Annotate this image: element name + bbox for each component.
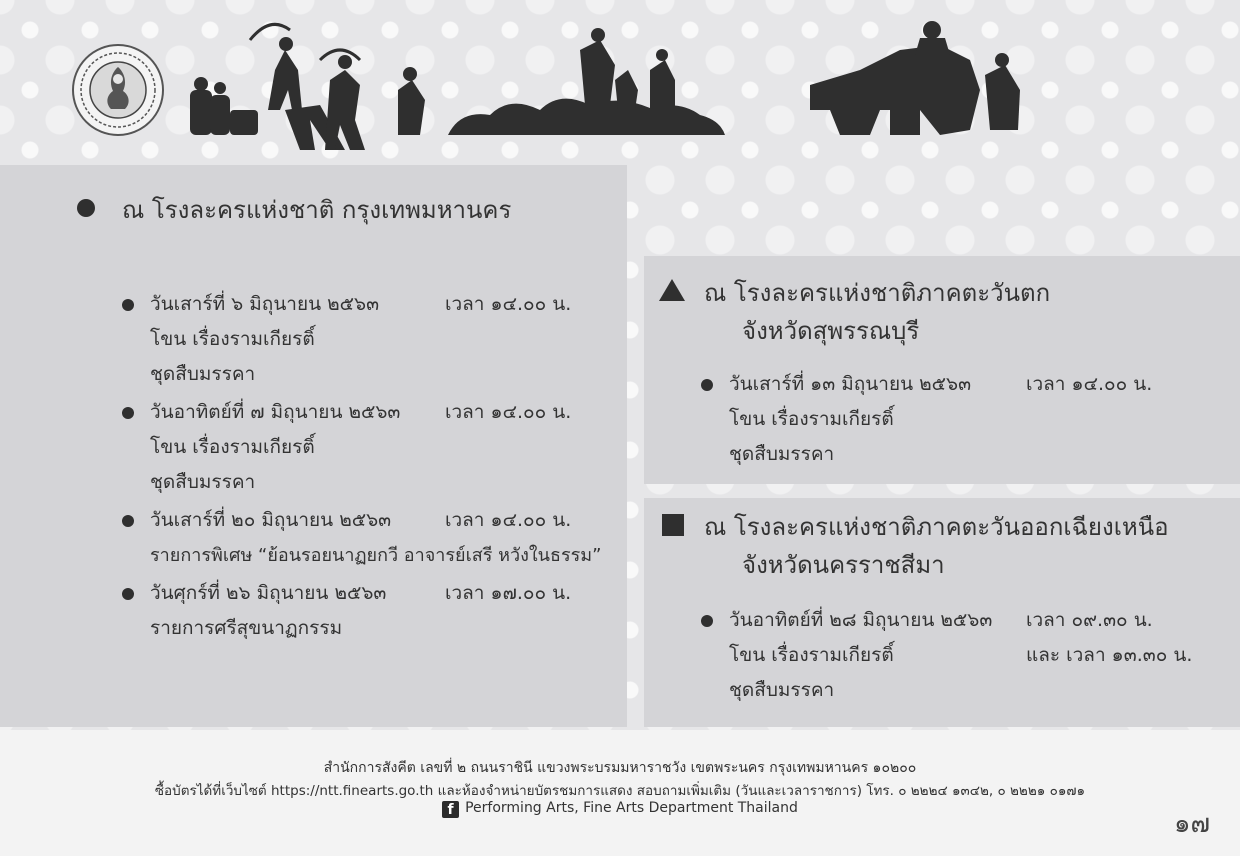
event-bangkok-1 [150,287,572,392]
west-venue-province: จังหวัดสุพรรณบุรี [742,317,920,345]
northeast-venue-province: จังหวัดนครราชสีมา [742,551,945,579]
event-line: ชุดสืบมรรคา [729,443,835,465]
event-bangkok-4 [150,576,572,646]
event-date: วันอาทิตย์ที่ ๗ มิถุนายน ๒๕๖๓ [150,401,401,423]
event-line: รายการศรีสุขนาฏกรรม [150,617,343,639]
event-date: วันอาทิตย์ที่ ๒๘ มิถุนายน ๒๕๖๓ [729,609,993,631]
event-bullet-icon [122,515,134,527]
event-line: โขน เรื่องรามเกียรติ์ [150,328,315,350]
event-line: โขน เรื่องรามเกียรติ์ [729,408,894,430]
department-seal-icon [71,43,165,137]
event-date: วันเสาร์ที่ ๑๓ มิถุนายน ๒๕๖๓ [729,373,972,395]
event-time-2: และ เวลา ๑๓.๓๐ น. [1026,644,1193,666]
event-bullet-icon [701,615,713,627]
footer-tickets: ซื้อบัตรได้ที่เว็บไซต์ https://ntt.finearts.go.th และห้องจำหน่ายบัตรชมการแสดง สอบถามเพิ่มเติม (วันและเวลาราชการ) โทร. ๐ ๒๒๒๔ ๑๓๔๒, ๐ ๒๒๒๑ ๐๑๗๑ [154,783,1086,799]
event-time: เวลา ๐๙.๓๐ น. [1026,609,1153,631]
footer-facebook [0,800,1240,818]
event-time: เวลา ๑๔.๐๐ น. [445,509,572,531]
event-date: วันเสาร์ที่ ๖ มิถุนายน ๒๕๖๓ [150,293,380,315]
event-bullet-icon [122,299,134,311]
event-time: เวลา ๑๗.๐๐ น. [445,582,572,604]
event-line: รายการพิเศษ “ย้อนรอยนาฏยกวี อาจารย์เสรี หวังในธรรม” [150,545,602,566]
event-line: โขน เรื่องรามเกียรติ์ [729,644,894,666]
event-time: เวลา ๑๔.๐๐ น. [445,401,572,423]
event-bullet-icon [701,379,713,391]
event-line: ชุดสืบมรรคา [150,471,256,493]
event-date: วันศุกร์ที่ ๒๖ มิถุนายน ๒๕๖๓ [150,582,387,604]
event-line: โขน เรื่องรามเกียรติ์ [150,436,315,458]
event-bullet-icon [122,407,134,419]
west-venue-title: ณ โรงละครแห่งชาติภาคตะวันตก [704,279,1051,307]
footer-address: สำนักการสังคีต เลขที่ ๒ ถนนราชินี แขวงพระบรมมหาราชวัง เขตพระนคร กรุงเทพมหานคร ๑๐๒๐๐ [323,760,917,776]
event-time: เวลา ๑๔.๐๐ น. [445,293,572,315]
event-date: วันเสาร์ที่ ๒๐ มิถุนายน ๒๕๖๓ [150,509,392,531]
bangkok-venue-title: ณ โรงละครแห่งชาติ กรุงเทพมหานคร [122,196,512,224]
event-line: ชุดสืบมรรคา [150,363,256,385]
square-icon [662,514,684,536]
event-line: ชุดสืบมรรคา [729,679,835,701]
khon-silhouettes-icon [180,10,1050,160]
event-time: เวลา ๑๔.๐๐ น. [1026,373,1153,395]
event-northeast-1 [729,603,1193,708]
event-bullet-icon [122,588,134,600]
event-bangkok-2 [150,395,572,500]
event-bangkok-3 [150,503,602,573]
page-number: ๑๗ [1173,809,1210,839]
facebook-icon: f [442,801,459,818]
circle-bullet-icon [77,199,95,217]
event-west-1 [729,367,1153,472]
facebook-page-name[interactable]: Performing Arts, Fine Arts Department Thailand [465,800,798,816]
triangle-icon [659,279,685,301]
northeast-venue-title: ณ โรงละครแห่งชาติภาคตะวันออกเฉียงเหนือ [704,513,1169,541]
